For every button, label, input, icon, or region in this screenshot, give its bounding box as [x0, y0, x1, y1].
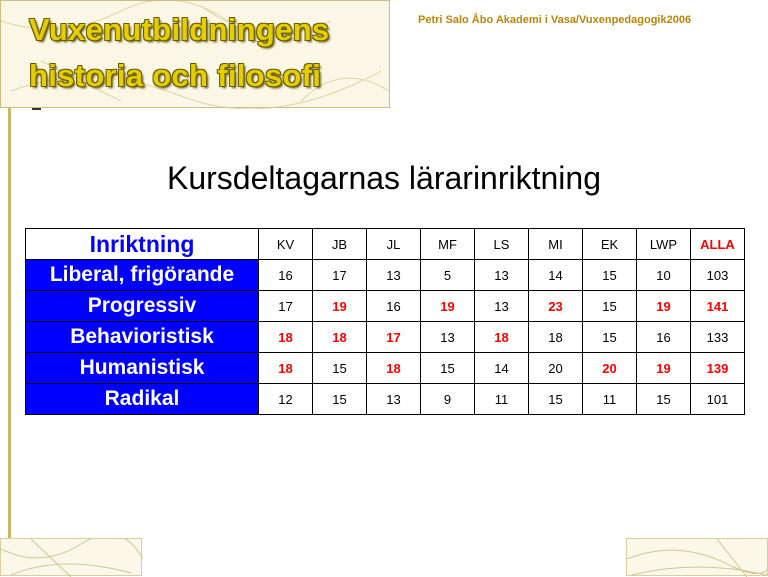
column-header: JB	[313, 229, 367, 260]
table-cell: 18	[475, 322, 529, 353]
row-label: Behavioristisk	[26, 322, 259, 353]
column-header: MI	[529, 229, 583, 260]
table-cell: 19	[421, 291, 475, 322]
table-cell: 139	[691, 353, 745, 384]
decorative-corner-left	[0, 538, 142, 576]
table-cell: 17	[367, 322, 421, 353]
row-label: Radikal	[26, 384, 259, 415]
table-cell: 19	[637, 291, 691, 322]
table-row	[26, 322, 745, 353]
table-cell: 16	[367, 291, 421, 322]
table-cell: 15	[421, 353, 475, 384]
table-cell: 15	[313, 384, 367, 415]
table-cell: 14	[475, 353, 529, 384]
table-cell: 15	[583, 322, 637, 353]
table-row	[26, 353, 745, 384]
table-cell: 9	[421, 384, 475, 415]
column-header: EK	[583, 229, 637, 260]
table-cell: 15	[637, 384, 691, 415]
table-cell: 10	[637, 260, 691, 291]
table-cell: 103	[691, 260, 745, 291]
table-cell: 17	[259, 291, 313, 322]
table-cell: 15	[313, 353, 367, 384]
table-cell: 15	[583, 291, 637, 322]
table-row	[26, 384, 745, 415]
table-cell: 20	[583, 353, 637, 384]
table-cell: 141	[691, 291, 745, 322]
column-header: LS	[475, 229, 529, 260]
table-cell: 13	[367, 260, 421, 291]
table-cell: 13	[475, 291, 529, 322]
table-cell: 18	[313, 322, 367, 353]
table-row	[26, 291, 745, 322]
presentation-title	[29, 7, 329, 99]
table-row	[26, 260, 745, 291]
slide-heading: Kursdeltagarnas lärarinriktning	[167, 160, 601, 196]
table-cell: 15	[529, 384, 583, 415]
column-header: JL	[367, 229, 421, 260]
table-cell: 19	[637, 353, 691, 384]
table-cell: 17	[313, 260, 367, 291]
author-credit: Petri Salo Åbo Akademi i Vasa/Vuxenpedagogik2006	[418, 14, 692, 26]
results-table	[25, 228, 745, 415]
table-cell: 14	[529, 260, 583, 291]
table-cell: 11	[583, 384, 637, 415]
dash-mark	[32, 108, 41, 110]
table-cell: 18	[367, 353, 421, 384]
table-cell: 11	[475, 384, 529, 415]
column-header: KV	[259, 229, 313, 260]
row-label: Humanistisk	[26, 353, 259, 384]
table-cell: 13	[421, 322, 475, 353]
title-line-2: historia och filosofi	[29, 58, 322, 93]
table-cell: 5	[421, 260, 475, 291]
table-cell: 18	[529, 322, 583, 353]
title-box	[0, 0, 390, 108]
table-cell: 18	[259, 322, 313, 353]
title-line-1: Vuxenutbildningens	[29, 12, 330, 47]
row-label: Liberal, frigörande	[26, 260, 259, 291]
table-cell: 13	[367, 384, 421, 415]
table-cell: 13	[475, 260, 529, 291]
column-header: LWP	[637, 229, 691, 260]
table-cell: 20	[529, 353, 583, 384]
table-cell: 23	[529, 291, 583, 322]
table-cell: 12	[259, 384, 313, 415]
table-cell: 18	[259, 353, 313, 384]
row-label: Progressiv	[26, 291, 259, 322]
decorative-sketch-pattern	[627, 539, 768, 577]
table-cell: 16	[259, 260, 313, 291]
table-cell: 16	[637, 322, 691, 353]
table-cell: 15	[583, 260, 637, 291]
table-corner-label: Inriktning	[26, 229, 259, 260]
column-header-total: ALLA	[691, 229, 745, 260]
table-cell: 19	[313, 291, 367, 322]
decorative-sketch-pattern	[1, 539, 143, 577]
decorative-corner-right	[626, 538, 768, 576]
table-cell: 133	[691, 322, 745, 353]
table-header-row	[26, 229, 745, 260]
table-cell: 101	[691, 384, 745, 415]
column-header: MF	[421, 229, 475, 260]
